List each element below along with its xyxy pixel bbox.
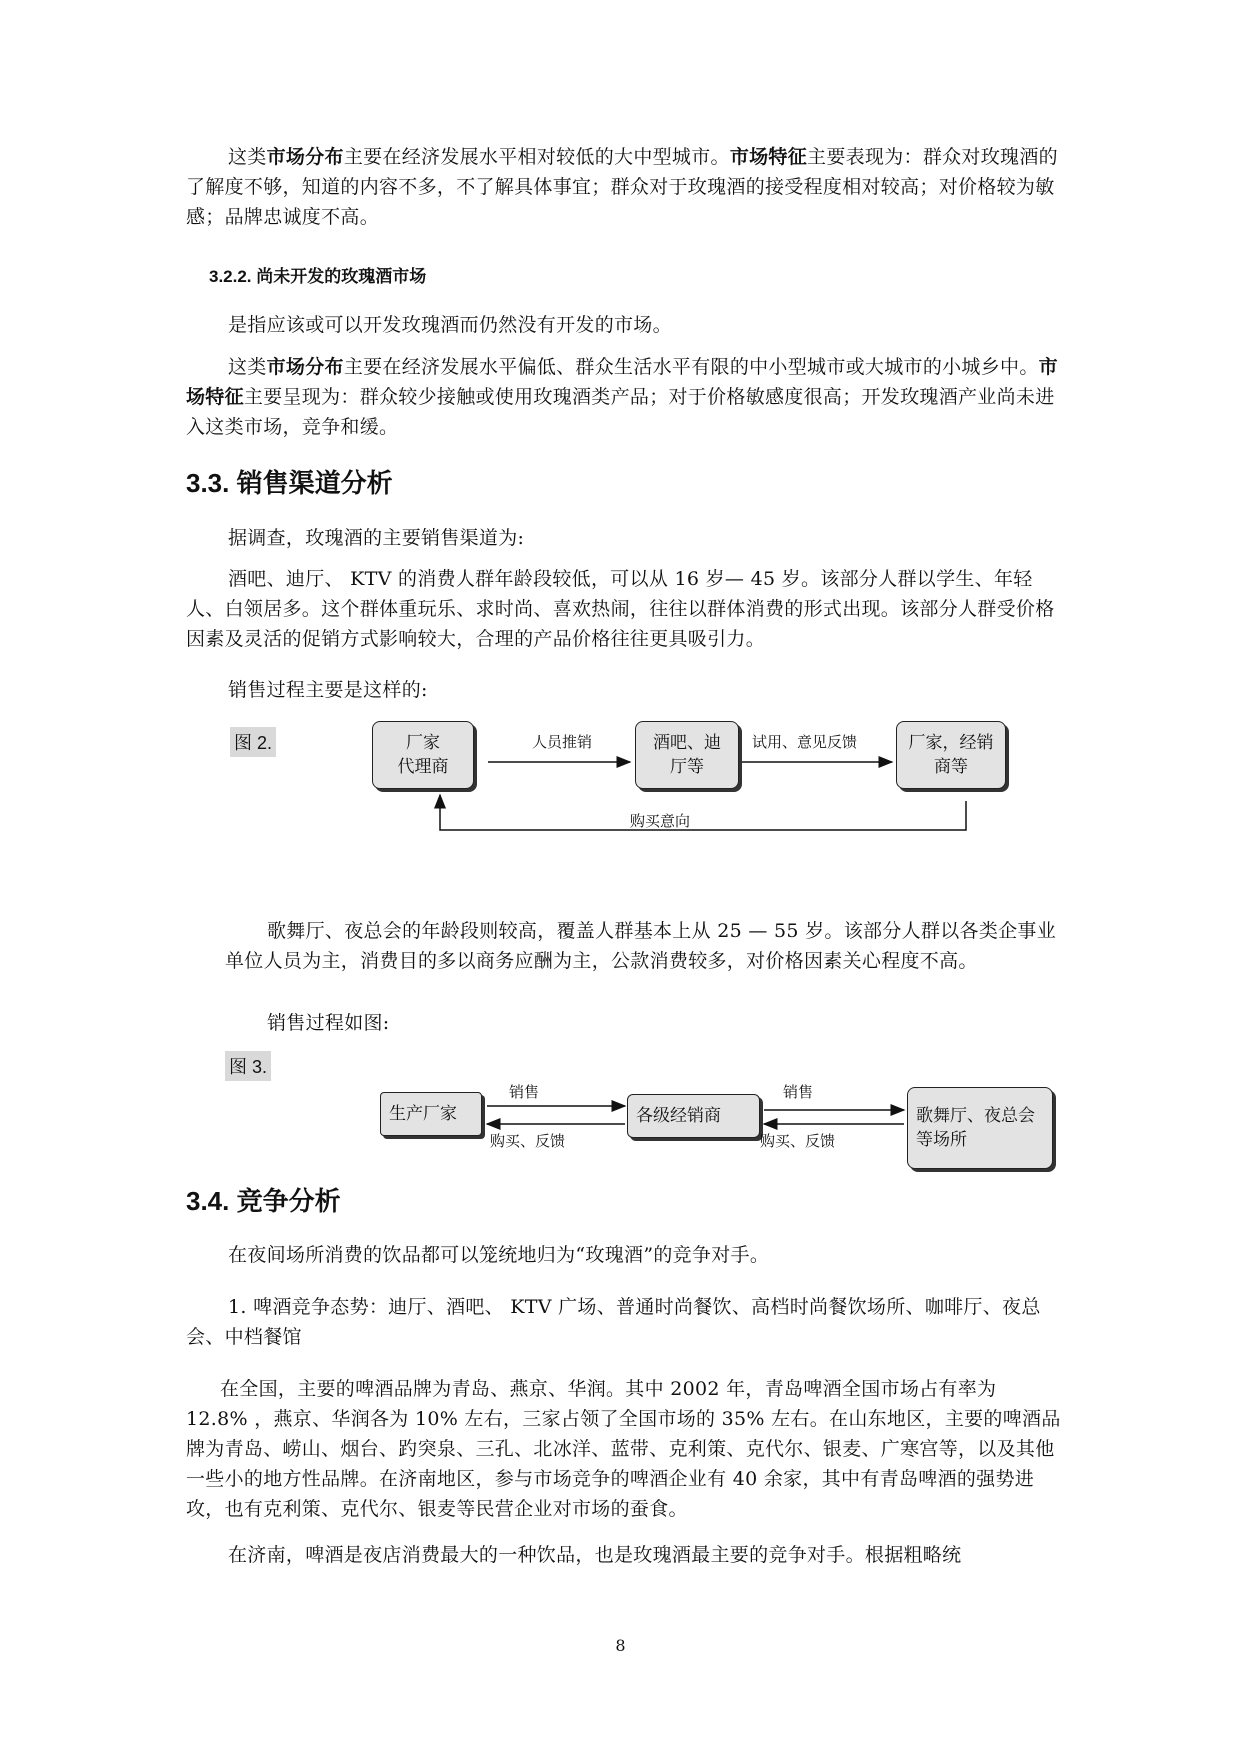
section-heading-3-3: 3.3. 销售渠道分析 [186,468,393,498]
paragraph-nightclub-consumers: 歌舞厅、夜总会的年龄段则较高，覆盖人群基本上从 25 — 55 岁。该部分人群以各类企事业单位人员为主，消费目的多以商务应酬为主，公款消费较多，对价格因素关心程度不高。 [225,920,1057,972]
fig2-arrow-purchase-intent [440,795,966,830]
section-heading-3-2-2: 3.2.2. 尚未开发的玫瑰酒市场 [209,267,427,286]
paragraph-beer-competition: 1. 啤酒竞争态势：迪厅、酒吧、 KTV 广场、普通时尚餐饮、高档时尚餐饮场所、咖啡厅、夜总会、中档餐馆 [186,1296,1041,1348]
fig3-back1-label: 购买、反馈 [490,1132,566,1150]
fig2-box-manufacturer-dealer: 厂家，经销 商等 [896,721,1006,789]
fig2-arrow1-label: 人员推销 [532,733,593,751]
paragraph-sales-process-1: 销售过程主要是这样的: [228,679,428,701]
paragraph-bar-consumers: 酒吧、迪厅、 KTV 的消费人群年龄段较低，可以从 16 岁— 45 岁。该部分人群以学生、年轻人、白领居多。这个群体重玩乐、求时尚、喜欢热闹，往往以群体消费的形式出现。该部分人群受价格因素及灵活的促销方式影响较大，合理的产品价格往往更具吸引力。 [186,568,1055,650]
fig2-box-bar-disco: 酒吧、迪 厅等 [635,721,739,789]
paragraph-survey-intro: 据调查，玫瑰酒的主要销售渠道为: [228,527,525,549]
fig3-sell1-label: 销售 [509,1083,540,1101]
paragraph-market-distribution-1: 这类市场分布主要在经济发展水平相对较低的大中型城市。市场特征主要表现为：群众对玫瑰酒的了解度不够，知道的内容不多，不了解具体事宜；群众对于玫瑰酒的接受程度相对较高；对价格较为敏感；品牌忠诚度不高。 [186,146,1058,228]
paragraph-market-distribution-2: 这类市场分布主要在经济发展水平偏低、群众生活水平有限的中小型城市或大城市的小城乡中。市场特征主要呈现为：群众较少接触或使用玫瑰酒类产品；对于价格敏感度很高；开发玫瑰酒产业尚未进入这类市场，竞争和缓。 [186,356,1058,438]
paragraph-beer-brands: 在全国，主要的啤酒品牌为青岛、燕京、华润。其中 2002 年，青岛啤酒全国市场占有率为 12.8% ，燕京、华润各为 10% 左右，三家占领了全国市场的 35% 左右。在山东地区，主要的啤酒品牌为青岛、崂山、烟台、趵突泉、三孔、北冰洋、蓝带、克利策、克代尔、银麦、广寒宫等，以及其他一些小的地方性品牌。在济南地区，参与市场竞争的啤酒企业有 40 余家，其中有青岛啤酒的强势进攻，也有克利策、克代尔、银麦等民营企业对市场的蚕食。 [186,1378,1061,1520]
figure-2-label: 图 2. [230,727,276,757]
fig3-box-dealers: 各级经销商 [627,1094,760,1138]
paragraph-sales-process-2: 销售过程如图: [267,1012,390,1034]
paragraph-undeveloped-definition: 是指应该或可以开发玫瑰酒而仍然没有开发的市场。 [228,314,672,336]
paragraph-competitors-intro: 在夜间场所消费的饮品都可以笼统地归为“玫瑰酒”的竞争对手。 [228,1244,770,1266]
fig2-arrow2-label: 试用、意见反馈 [752,733,858,751]
fig3-box-producer: 生产厂家 [380,1092,482,1136]
fig3-sell2-label: 销售 [783,1083,814,1101]
fig3-box-venues: 歌舞厅、夜总会 等场所 [907,1087,1053,1169]
page-number: 8 [615,1636,626,1655]
paragraph-jinan-beer: 在济南，啤酒是夜店消费最大的一种饮品，也是玫瑰酒最主要的竞争对手。根据粗略统 [228,1544,962,1566]
section-heading-3-4: 3.4. 竞争分析 [186,1186,341,1216]
figure-3-label: 图 3. [225,1051,271,1081]
fig2-feedback-label: 购买意向 [630,812,691,830]
fig3-back2-label: 购买、反馈 [760,1132,836,1150]
fig2-box-manufacturer-agent: 厂家 代理商 [372,721,474,789]
